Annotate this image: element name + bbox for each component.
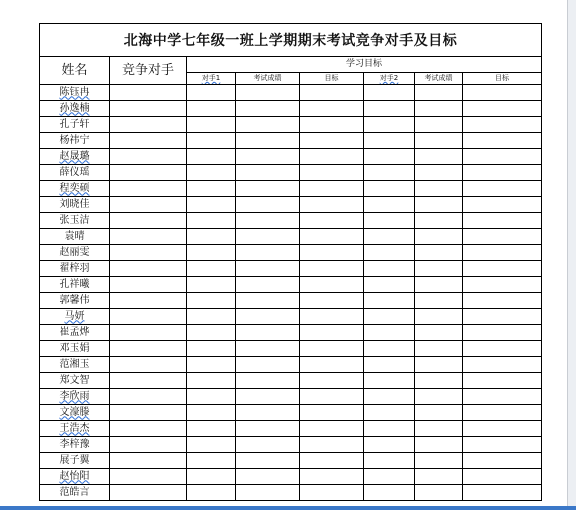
goal-2-cell[interactable]	[463, 101, 542, 117]
score-2-cell[interactable]	[415, 485, 463, 501]
rival-cell[interactable]	[110, 421, 187, 437]
score-1-cell[interactable]	[236, 485, 300, 501]
student-name-cell[interactable]	[40, 373, 110, 389]
rival-2-cell[interactable]	[364, 389, 415, 405]
goal-2-cell[interactable]	[463, 293, 542, 309]
rival-2-cell[interactable]	[364, 421, 415, 437]
student-name: 孔子轩	[59, 118, 90, 130]
goal-1-cell[interactable]	[300, 357, 364, 373]
student-name-cell[interactable]	[40, 453, 110, 469]
rival-2-cell[interactable]	[364, 325, 415, 341]
table-row	[40, 213, 542, 229]
header-score-1[interactable]: 考试成绩	[236, 73, 300, 85]
rival-2-cell[interactable]	[364, 149, 415, 165]
rival-cell[interactable]	[110, 293, 187, 309]
table-row	[40, 117, 542, 133]
score-2-cell[interactable]	[415, 277, 463, 293]
rival-2-cell[interactable]	[364, 469, 415, 485]
student-name: 范皓言	[59, 486, 90, 498]
table-row	[40, 101, 542, 117]
student-name: 刘晓佳	[59, 198, 90, 210]
student-name-cell[interactable]	[40, 485, 110, 501]
rival-cell[interactable]	[110, 85, 187, 101]
student-name-cell[interactable]	[40, 437, 110, 453]
rival-1-cell[interactable]	[187, 325, 236, 341]
rival-2-cell[interactable]	[364, 485, 415, 501]
student-name: 李欣雨	[59, 390, 90, 402]
rival-cell[interactable]	[110, 469, 187, 485]
score-1-cell[interactable]	[236, 229, 300, 245]
score-1-cell[interactable]	[236, 341, 300, 357]
table-row	[40, 149, 542, 165]
goal-1-cell[interactable]	[300, 485, 364, 501]
rival-1-cell[interactable]	[187, 421, 236, 437]
goal-1-cell[interactable]	[300, 149, 364, 165]
rival-1-cell[interactable]	[187, 293, 236, 309]
student-name-cell[interactable]	[40, 245, 110, 261]
student-name-cell[interactable]	[40, 325, 110, 341]
student-name-cell[interactable]	[40, 213, 110, 229]
student-name-cell[interactable]	[40, 405, 110, 421]
header-rival-1-label: 对手1	[201, 74, 221, 82]
table-row	[40, 389, 542, 405]
goal-2-cell[interactable]	[463, 181, 542, 197]
rival-1-cell[interactable]	[187, 277, 236, 293]
student-name-cell[interactable]	[40, 293, 110, 309]
rival-2-cell[interactable]	[364, 101, 415, 117]
table-row	[40, 85, 542, 101]
student-name-cell[interactable]	[40, 181, 110, 197]
page-bottom-bar	[0, 506, 576, 510]
student-name: 孙逸楠	[59, 102, 90, 114]
table-row	[40, 165, 542, 181]
goal-1-cell[interactable]	[300, 309, 364, 325]
rival-2-cell[interactable]	[364, 405, 415, 421]
rival-1-cell[interactable]	[187, 261, 236, 277]
goal-2-cell[interactable]	[463, 309, 542, 325]
table-row	[40, 405, 542, 421]
student-name: 邓玉娟	[59, 342, 90, 354]
score-1-cell[interactable]	[236, 373, 300, 389]
goal-2-cell[interactable]	[463, 341, 542, 357]
student-name-cell[interactable]	[40, 149, 110, 165]
rival-cell[interactable]	[110, 405, 187, 421]
student-name: 翟梓羽	[59, 262, 90, 274]
table-row	[40, 309, 542, 325]
goal-2-cell[interactable]	[463, 261, 542, 277]
window-edge	[567, 0, 576, 510]
header-goal-1[interactable]: 目标	[300, 73, 364, 85]
goal-2-cell[interactable]	[463, 229, 542, 245]
score-1-cell[interactable]	[236, 101, 300, 117]
rival-cell[interactable]	[110, 181, 187, 197]
rival-1-cell[interactable]	[187, 181, 236, 197]
score-2-cell[interactable]	[415, 309, 463, 325]
rival-1-cell[interactable]	[187, 453, 236, 469]
score-2-cell[interactable]	[415, 405, 463, 421]
rival-cell[interactable]	[110, 341, 187, 357]
table-row	[40, 197, 542, 213]
score-1-cell[interactable]	[236, 293, 300, 309]
student-name-cell[interactable]	[40, 117, 110, 133]
rival-1-cell[interactable]	[187, 373, 236, 389]
rival-1-cell[interactable]	[187, 197, 236, 213]
rival-2-cell[interactable]	[364, 85, 415, 101]
goal-2-cell[interactable]	[463, 389, 542, 405]
rival-2-cell[interactable]	[364, 373, 415, 389]
rival-cell[interactable]	[110, 101, 187, 117]
student-name: 程奕硕	[59, 182, 90, 194]
student-name-cell[interactable]	[40, 85, 110, 101]
rival-cell[interactable]	[110, 277, 187, 293]
rival-cell[interactable]	[110, 213, 187, 229]
rival-cell[interactable]	[110, 133, 187, 149]
goal-1-cell[interactable]	[300, 293, 364, 309]
table-row	[40, 437, 542, 453]
student-name-cell[interactable]	[40, 357, 110, 373]
header-name[interactable]: 姓名	[40, 57, 110, 85]
rival-cell[interactable]	[110, 453, 187, 469]
table-row	[40, 469, 542, 485]
score-1-cell[interactable]	[236, 389, 300, 405]
rival-1-cell[interactable]	[187, 357, 236, 373]
goal-2-cell[interactable]	[463, 165, 542, 181]
goal-1-cell[interactable]	[300, 437, 364, 453]
goal-1-cell[interactable]	[300, 85, 364, 101]
goal-1-cell[interactable]	[300, 453, 364, 469]
rival-cell[interactable]	[110, 309, 187, 325]
score-1-cell[interactable]	[236, 277, 300, 293]
goal-1-cell[interactable]	[300, 277, 364, 293]
goal-2-cell[interactable]	[463, 357, 542, 373]
score-1-cell[interactable]	[236, 197, 300, 213]
goal-1-cell[interactable]	[300, 389, 364, 405]
rival-2-cell[interactable]	[364, 309, 415, 325]
rival-1-cell[interactable]	[187, 245, 236, 261]
rival-cell[interactable]	[110, 261, 187, 277]
rival-2-cell[interactable]	[364, 117, 415, 133]
goal-2-cell[interactable]	[463, 453, 542, 469]
student-name: 陈钰冉	[59, 86, 90, 98]
student-name-cell[interactable]	[40, 133, 110, 149]
score-1-cell[interactable]	[236, 213, 300, 229]
goal-1-cell[interactable]	[300, 181, 364, 197]
table-row	[40, 357, 542, 373]
student-name-cell[interactable]	[40, 197, 110, 213]
student-name: 崔孟烨	[59, 326, 90, 338]
student-name: 范湘玉	[59, 358, 90, 370]
goal-1-cell[interactable]	[300, 261, 364, 277]
goal-2-cell[interactable]	[463, 421, 542, 437]
table-row	[40, 181, 542, 197]
rival-cell[interactable]	[110, 485, 187, 501]
goal-1-cell[interactable]	[300, 165, 364, 181]
goal-2-cell[interactable]	[463, 117, 542, 133]
student-name: 张玉洁	[59, 214, 90, 226]
goal-2-cell[interactable]	[463, 149, 542, 165]
rival-cell[interactable]	[110, 373, 187, 389]
goal-2-cell[interactable]	[463, 133, 542, 149]
student-name: 马妍	[64, 310, 85, 322]
score-1-cell[interactable]	[236, 309, 300, 325]
header-rival-2-label: 对手2	[379, 74, 399, 82]
goal-1-cell[interactable]	[300, 325, 364, 341]
rival-cell[interactable]	[110, 229, 187, 245]
score-2-cell[interactable]	[415, 293, 463, 309]
score-2-cell[interactable]	[415, 197, 463, 213]
student-name-cell[interactable]	[40, 309, 110, 325]
score-2-cell[interactable]	[415, 229, 463, 245]
student-name: 郭馨伟	[59, 294, 90, 306]
table-row	[40, 453, 542, 469]
goal-2-cell[interactable]	[463, 469, 542, 485]
score-1-cell[interactable]	[236, 133, 300, 149]
rival-1-cell[interactable]	[187, 309, 236, 325]
student-name-cell[interactable]	[40, 261, 110, 277]
student-name: 赵怡阳	[59, 470, 90, 482]
goal-1-cell[interactable]	[300, 117, 364, 133]
score-1-cell[interactable]	[236, 261, 300, 277]
score-2-cell[interactable]	[415, 261, 463, 277]
score-1-cell[interactable]	[236, 245, 300, 261]
student-name-cell[interactable]	[40, 421, 110, 437]
rival-1-cell[interactable]	[187, 341, 236, 357]
student-name: 杨祎宁	[59, 134, 90, 146]
rival-1-cell[interactable]	[187, 389, 236, 405]
table-row	[40, 421, 542, 437]
rival-1-cell[interactable]	[187, 469, 236, 485]
score-2-cell[interactable]	[415, 181, 463, 197]
rival-1-cell[interactable]	[187, 437, 236, 453]
header-score-2[interactable]: 考试成绩	[415, 73, 463, 85]
score-1-cell[interactable]	[236, 325, 300, 341]
rival-cell[interactable]	[110, 437, 187, 453]
rival-cell[interactable]	[110, 357, 187, 373]
score-2-cell[interactable]	[415, 213, 463, 229]
table-row	[40, 325, 542, 341]
goal-1-cell[interactable]	[300, 133, 364, 149]
score-1-cell[interactable]	[236, 85, 300, 101]
student-name-cell[interactable]	[40, 277, 110, 293]
rival-cell[interactable]	[110, 389, 187, 405]
goal-1-cell[interactable]	[300, 341, 364, 357]
rival-2-cell[interactable]	[364, 165, 415, 181]
score-2-cell[interactable]	[415, 389, 463, 405]
student-name: 文濠滕	[59, 406, 90, 418]
table-title-cell[interactable]	[40, 24, 542, 57]
rival-cell[interactable]	[110, 149, 187, 165]
table-row	[40, 277, 542, 293]
score-1-cell[interactable]	[236, 469, 300, 485]
rival-1-cell[interactable]	[187, 149, 236, 165]
student-name: 展子翼	[59, 454, 90, 466]
table-row	[40, 293, 542, 309]
score-2-cell[interactable]	[415, 437, 463, 453]
score-2-cell[interactable]	[415, 357, 463, 373]
student-name: 赵晟璐	[59, 150, 90, 162]
score-2-cell[interactable]	[415, 373, 463, 389]
student-name-cell[interactable]	[40, 469, 110, 485]
rival-1-cell[interactable]	[187, 85, 236, 101]
score-2-cell[interactable]	[415, 341, 463, 357]
goal-1-cell[interactable]	[300, 405, 364, 421]
table-row	[40, 133, 542, 149]
rival-1-cell[interactable]	[187, 229, 236, 245]
score-2-cell[interactable]	[415, 325, 463, 341]
score-1-cell[interactable]	[236, 117, 300, 133]
student-name: 王浩杰	[59, 422, 90, 434]
rival-1-cell[interactable]	[187, 213, 236, 229]
rival-cell[interactable]	[110, 117, 187, 133]
goal-2-cell[interactable]	[463, 197, 542, 213]
rival-1-cell[interactable]	[187, 117, 236, 133]
rival-2-cell[interactable]	[364, 133, 415, 149]
header-rival-2[interactable]	[364, 73, 415, 85]
score-2-cell[interactable]	[415, 149, 463, 165]
rival-2-cell[interactable]	[364, 277, 415, 293]
student-name: 赵丽雯	[59, 246, 90, 258]
table-row	[40, 485, 542, 501]
score-2-cell[interactable]	[415, 117, 463, 133]
goal-2-cell[interactable]	[463, 245, 542, 261]
goal-1-cell[interactable]	[300, 373, 364, 389]
score-1-cell[interactable]	[236, 405, 300, 421]
goal-2-cell[interactable]	[463, 277, 542, 293]
rival-2-cell[interactable]	[364, 181, 415, 197]
score-1-cell[interactable]	[236, 437, 300, 453]
rival-2-cell[interactable]	[364, 341, 415, 357]
rival-1-cell[interactable]	[187, 165, 236, 181]
score-2-cell[interactable]	[415, 165, 463, 181]
student-name: 孔祥曦	[59, 278, 90, 290]
goal-2-cell[interactable]	[463, 485, 542, 501]
table-row	[40, 261, 542, 277]
goal-1-cell[interactable]	[300, 101, 364, 117]
rival-2-cell[interactable]	[364, 245, 415, 261]
rival-2-cell[interactable]	[364, 293, 415, 309]
student-name-cell[interactable]	[40, 341, 110, 357]
rival-2-cell[interactable]	[364, 197, 415, 213]
score-1-cell[interactable]	[236, 357, 300, 373]
score-2-cell[interactable]	[415, 85, 463, 101]
table-row	[40, 229, 542, 245]
goal-2-cell[interactable]	[463, 85, 542, 101]
goal-1-cell[interactable]	[300, 213, 364, 229]
student-name-cell[interactable]	[40, 165, 110, 181]
score-1-cell[interactable]	[236, 453, 300, 469]
rival-2-cell[interactable]	[364, 261, 415, 277]
rival-2-cell[interactable]	[364, 357, 415, 373]
rival-cell[interactable]	[110, 197, 187, 213]
rival-cell[interactable]	[110, 165, 187, 181]
rival-1-cell[interactable]	[187, 405, 236, 421]
student-name: 李梓豫	[59, 438, 90, 450]
student-name: 袁晴	[64, 230, 85, 242]
table-row	[40, 373, 542, 389]
rival-1-cell[interactable]	[187, 485, 236, 501]
goal-2-cell[interactable]	[463, 373, 542, 389]
score-1-cell[interactable]	[236, 149, 300, 165]
rival-cell[interactable]	[110, 325, 187, 341]
student-name-cell[interactable]	[40, 101, 110, 117]
score-2-cell[interactable]	[415, 245, 463, 261]
goal-1-cell[interactable]	[300, 229, 364, 245]
score-2-cell[interactable]	[415, 469, 463, 485]
rival-1-cell[interactable]	[187, 101, 236, 117]
score-2-cell[interactable]	[415, 133, 463, 149]
rival-2-cell[interactable]	[364, 229, 415, 245]
rival-cell[interactable]	[110, 245, 187, 261]
header-rival[interactable]: 竞争对手	[110, 57, 187, 85]
score-1-cell[interactable]	[236, 165, 300, 181]
student-name: 郑文智	[59, 374, 90, 386]
header-goal-2[interactable]: 目标	[463, 73, 542, 85]
student-name-cell[interactable]	[40, 389, 110, 405]
score-1-cell[interactable]	[236, 181, 300, 197]
goal-2-cell[interactable]	[463, 405, 542, 421]
student-name: 薛仪瑶	[59, 166, 90, 178]
goal-1-cell[interactable]	[300, 197, 364, 213]
header-rival-1[interactable]	[187, 73, 236, 85]
goal-1-cell[interactable]	[300, 245, 364, 261]
goal-2-cell[interactable]	[463, 437, 542, 453]
rival-2-cell[interactable]	[364, 453, 415, 469]
score-1-cell[interactable]	[236, 421, 300, 437]
goal-1-cell[interactable]	[300, 469, 364, 485]
goal-1-cell[interactable]	[300, 421, 364, 437]
table-row	[40, 341, 542, 357]
rival-2-cell[interactable]	[364, 437, 415, 453]
student-name-cell[interactable]	[40, 229, 110, 245]
score-2-cell[interactable]	[415, 453, 463, 469]
goal-2-cell[interactable]	[463, 325, 542, 341]
rival-1-cell[interactable]	[187, 133, 236, 149]
score-2-cell[interactable]	[415, 421, 463, 437]
competitor-goal-table	[39, 23, 542, 501]
header-study-goal[interactable]: 学习目标	[187, 57, 542, 73]
table-row	[40, 245, 542, 261]
goal-2-cell[interactable]	[463, 213, 542, 229]
score-2-cell[interactable]	[415, 101, 463, 117]
rival-2-cell[interactable]	[364, 213, 415, 229]
page-title: 北海中学七年级一班上学期期末考试竞争对手及目标	[123, 33, 458, 49]
